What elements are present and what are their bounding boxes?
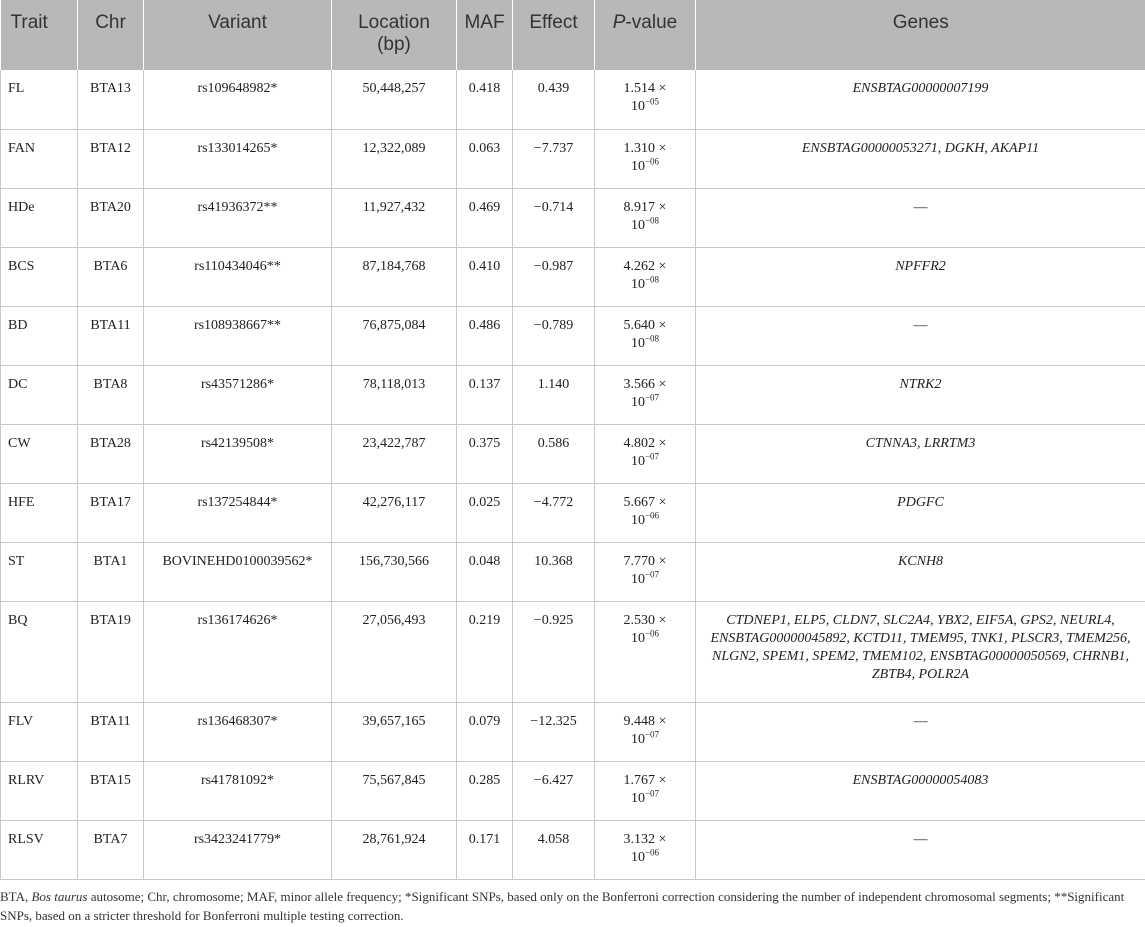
footnote-part1: BTA, xyxy=(0,889,32,904)
cell-chr: BTA20 xyxy=(78,188,144,247)
pvalue-mantissa: 9.448 × xyxy=(623,713,667,729)
pvalue-exponent: −06 xyxy=(644,509,660,520)
cell-location: 11,927,432 xyxy=(332,188,457,247)
cell-maf: 0.486 xyxy=(457,306,513,365)
cell-maf: 0.048 xyxy=(457,542,513,601)
pvalue-mantissa: 8.917 × xyxy=(623,199,667,215)
cell-maf: 0.410 xyxy=(457,247,513,306)
cell-effect: 0.586 xyxy=(513,424,595,483)
cell-variant: rs43571286* xyxy=(144,365,332,424)
cell-chr: BTA7 xyxy=(78,820,144,879)
pvalue-base: 10 xyxy=(630,571,645,587)
cell-trait: FAN xyxy=(1,129,78,188)
pvalue-mantissa: 1.310 × xyxy=(623,140,667,156)
table-header-row xyxy=(1,0,1145,70)
cell-maf: 0.171 xyxy=(457,820,513,879)
cell-pvalue xyxy=(595,820,696,879)
pvalue-exponent: −07 xyxy=(644,787,660,798)
cell-effect: −4.772 xyxy=(513,483,595,542)
pvalue-base: 10 xyxy=(630,335,645,351)
cell-chr: BTA17 xyxy=(78,483,144,542)
cell-pvalue xyxy=(595,601,696,702)
cell-maf: 0.469 xyxy=(457,188,513,247)
cell-variant: rs108938667** xyxy=(144,306,332,365)
cell-location: 12,322,089 xyxy=(332,129,457,188)
cell-genes: PDGFC xyxy=(696,483,1145,542)
cell-variant: rs41781092* xyxy=(144,761,332,820)
cell-genes: — xyxy=(696,702,1145,761)
table-row xyxy=(1,365,1145,424)
pvalue-mantissa: 7.770 × xyxy=(623,553,667,569)
cell-genes: — xyxy=(696,820,1145,879)
pvalue-base: 10 xyxy=(630,731,645,747)
cell-variant: rs3423241779* xyxy=(144,820,332,879)
cell-chr: BTA11 xyxy=(78,702,144,761)
pvalue-exponent: −08 xyxy=(644,332,660,343)
cell-effect: 4.058 xyxy=(513,820,595,879)
cell-variant: BOVINEHD0100039562* xyxy=(144,542,332,601)
table-row xyxy=(1,820,1145,879)
cell-pvalue xyxy=(595,365,696,424)
pvalue-mantissa: 4.262 × xyxy=(623,258,667,274)
cell-location: 156,730,566 xyxy=(332,542,457,601)
cell-variant: rs133014265* xyxy=(144,129,332,188)
cell-pvalue xyxy=(595,483,696,542)
col-header-location xyxy=(332,0,457,70)
cell-pvalue xyxy=(595,761,696,820)
cell-pvalue xyxy=(595,188,696,247)
cell-trait: BD xyxy=(1,306,78,365)
table-footnote xyxy=(0,887,1140,925)
col-header-maf: MAF xyxy=(457,0,513,70)
pvalue-base: 10 xyxy=(630,630,645,646)
pvalue-exponent: −07 xyxy=(644,391,660,402)
location-header-line2: (bp) xyxy=(377,34,411,55)
cell-pvalue xyxy=(595,247,696,306)
footnote-part2: autosome; Chr, chromosome; MAF, minor allele frequency; *Significant SNPs, based only on the Bonferroni correction considering the number of independent chromosomal segments; **Significant SNPs, based on a stricter threshold for Bonferroni multiple testing correction. xyxy=(0,889,1125,923)
cell-maf: 0.418 xyxy=(457,70,513,129)
cell-chr: BTA15 xyxy=(78,761,144,820)
cell-chr: BTA1 xyxy=(78,542,144,601)
cell-maf: 0.063 xyxy=(457,129,513,188)
cell-location: 76,875,084 xyxy=(332,306,457,365)
pvalue-exponent: −07 xyxy=(644,728,660,739)
cell-location: 87,184,768 xyxy=(332,247,457,306)
col-header-chr: Chr xyxy=(78,0,144,70)
table-row xyxy=(1,542,1145,601)
cell-genes: — xyxy=(696,306,1145,365)
cell-genes: ENSBTAG00000007199 xyxy=(696,70,1145,129)
pvalue-exponent: −06 xyxy=(644,846,660,857)
pvalue-exponent: −06 xyxy=(644,627,660,638)
cell-location: 39,657,165 xyxy=(332,702,457,761)
table-row xyxy=(1,601,1145,702)
pvalue-base: 10 xyxy=(630,849,645,865)
table-row xyxy=(1,188,1145,247)
location-header-line1: Location xyxy=(358,12,430,33)
cell-effect: −0.714 xyxy=(513,188,595,247)
cell-pvalue xyxy=(595,306,696,365)
cell-chr: BTA6 xyxy=(78,247,144,306)
col-header-trait: Trait xyxy=(1,0,78,70)
cell-maf: 0.025 xyxy=(457,483,513,542)
cell-trait: RLSV xyxy=(1,820,78,879)
cell-trait: FLV xyxy=(1,702,78,761)
cell-chr: BTA13 xyxy=(78,70,144,129)
cell-effect: −0.789 xyxy=(513,306,595,365)
pvalue-exponent: −07 xyxy=(644,568,660,579)
col-header-effect: Effect xyxy=(513,0,595,70)
pvalue-exponent: −05 xyxy=(644,96,660,107)
table-row xyxy=(1,70,1145,129)
cell-effect: −6.427 xyxy=(513,761,595,820)
cell-variant: rs136174626* xyxy=(144,601,332,702)
footnote-italic: Bos taurus xyxy=(31,889,88,904)
pvalue-suffix: -value xyxy=(625,12,678,33)
cell-genes: ENSBTAG00000053271, DGKH, AKAP11 xyxy=(696,129,1145,188)
table-row xyxy=(1,424,1145,483)
cell-chr: BTA12 xyxy=(78,129,144,188)
pvalue-base: 10 xyxy=(630,790,645,806)
cell-maf: 0.079 xyxy=(457,702,513,761)
pvalue-exponent: −06 xyxy=(644,155,660,166)
cell-maf: 0.137 xyxy=(457,365,513,424)
cell-effect: 1.140 xyxy=(513,365,595,424)
cell-location: 23,422,787 xyxy=(332,424,457,483)
pvalue-base: 10 xyxy=(630,512,645,528)
cell-variant: rs41936372** xyxy=(144,188,332,247)
cell-effect: −0.987 xyxy=(513,247,595,306)
cell-genes: NTRK2 xyxy=(696,365,1145,424)
cell-effect: 10.368 xyxy=(513,542,595,601)
pvalue-mantissa: 1.514 × xyxy=(623,81,667,96)
pvalue-base: 10 xyxy=(630,99,645,114)
cell-location: 50,448,257 xyxy=(332,70,457,129)
pvalue-mantissa: 2.530 × xyxy=(623,612,667,628)
pvalue-mantissa: 4.802 × xyxy=(623,435,667,451)
pvalue-exponent: −07 xyxy=(644,450,660,461)
cell-effect: −7.737 xyxy=(513,129,595,188)
cell-location: 42,276,117 xyxy=(332,483,457,542)
cell-variant: rs137254844* xyxy=(144,483,332,542)
table-row xyxy=(1,247,1145,306)
cell-pvalue xyxy=(595,542,696,601)
cell-pvalue xyxy=(595,702,696,761)
cell-maf: 0.219 xyxy=(457,601,513,702)
pvalue-base: 10 xyxy=(630,453,645,469)
cell-location: 27,056,493 xyxy=(332,601,457,702)
cell-trait: RLRV xyxy=(1,761,78,820)
pvalue-exponent: −08 xyxy=(644,214,660,225)
pvalue-base: 10 xyxy=(630,276,645,292)
pvalue-mantissa: 3.566 × xyxy=(623,376,667,392)
cell-effect: −12.325 xyxy=(513,702,595,761)
pvalue-exponent: −08 xyxy=(644,273,660,284)
cell-genes: ENSBTAG00000054083 xyxy=(696,761,1145,820)
cell-genes: KCNH8 xyxy=(696,542,1145,601)
col-header-pvalue xyxy=(595,0,696,70)
cell-chr: BTA8 xyxy=(78,365,144,424)
cell-pvalue xyxy=(595,424,696,483)
pvalue-mantissa: 3.132 × xyxy=(623,831,667,847)
cell-genes: NPFFR2 xyxy=(696,247,1145,306)
pvalue-mantissa: 5.667 × xyxy=(623,494,667,510)
table-row xyxy=(1,306,1145,365)
pvalue-base: 10 xyxy=(630,217,645,233)
cell-variant: rs42139508* xyxy=(144,424,332,483)
cell-pvalue xyxy=(595,70,696,129)
pvalue-mantissa: 1.767 × xyxy=(623,772,667,788)
cell-genes: CTNNA3, LRRTM3 xyxy=(696,424,1145,483)
cell-effect: −0.925 xyxy=(513,601,595,702)
cell-genes: CTDNEP1, ELP5, CLDN7, SLC2A4, YBX2, EIF5A, GPS2, NEURL4, ENSBTAG00000045892, KCTD11, TMEM95, TNK1, PLSCR3, TMEM256, NLGN2, SPEM1, SPEM2, TMEM102, ENSBTAG00000050569, CHRNB1, ZBTB4, POLR2A xyxy=(696,601,1145,702)
cell-maf: 0.285 xyxy=(457,761,513,820)
cell-trait: BQ xyxy=(1,601,78,702)
pvalue-base: 10 xyxy=(630,394,645,410)
cell-location: 78,118,013 xyxy=(332,365,457,424)
cell-variant: rs136468307* xyxy=(144,702,332,761)
cell-trait: BCS xyxy=(1,247,78,306)
cell-trait: DC xyxy=(1,365,78,424)
cell-effect: 0.439 xyxy=(513,70,595,129)
cell-variant: rs110434046** xyxy=(144,247,332,306)
table-row xyxy=(1,483,1145,542)
cell-chr: BTA28 xyxy=(78,424,144,483)
cell-trait: ST xyxy=(1,542,78,601)
cell-pvalue xyxy=(595,129,696,188)
table-row xyxy=(1,702,1145,761)
cell-location: 28,761,924 xyxy=(332,820,457,879)
col-header-variant: Variant xyxy=(144,0,332,70)
pvalue-mantissa: 5.640 × xyxy=(623,317,667,333)
cell-trait: FL xyxy=(1,70,78,129)
cell-chr: BTA19 xyxy=(78,601,144,702)
cell-variant: rs109648982* xyxy=(144,70,332,129)
col-header-genes: Genes xyxy=(696,0,1145,70)
cell-chr: BTA11 xyxy=(78,306,144,365)
cell-trait: CW xyxy=(1,424,78,483)
cell-location: 75,567,845 xyxy=(332,761,457,820)
cell-trait: HFE xyxy=(1,483,78,542)
pvalue-base: 10 xyxy=(630,158,645,174)
cell-trait: HDe xyxy=(1,188,78,247)
pvalue-italic-p: P xyxy=(612,12,626,33)
cell-genes: — xyxy=(696,188,1145,247)
cell-maf: 0.375 xyxy=(457,424,513,483)
table-row xyxy=(1,129,1145,188)
table-row xyxy=(1,761,1145,820)
